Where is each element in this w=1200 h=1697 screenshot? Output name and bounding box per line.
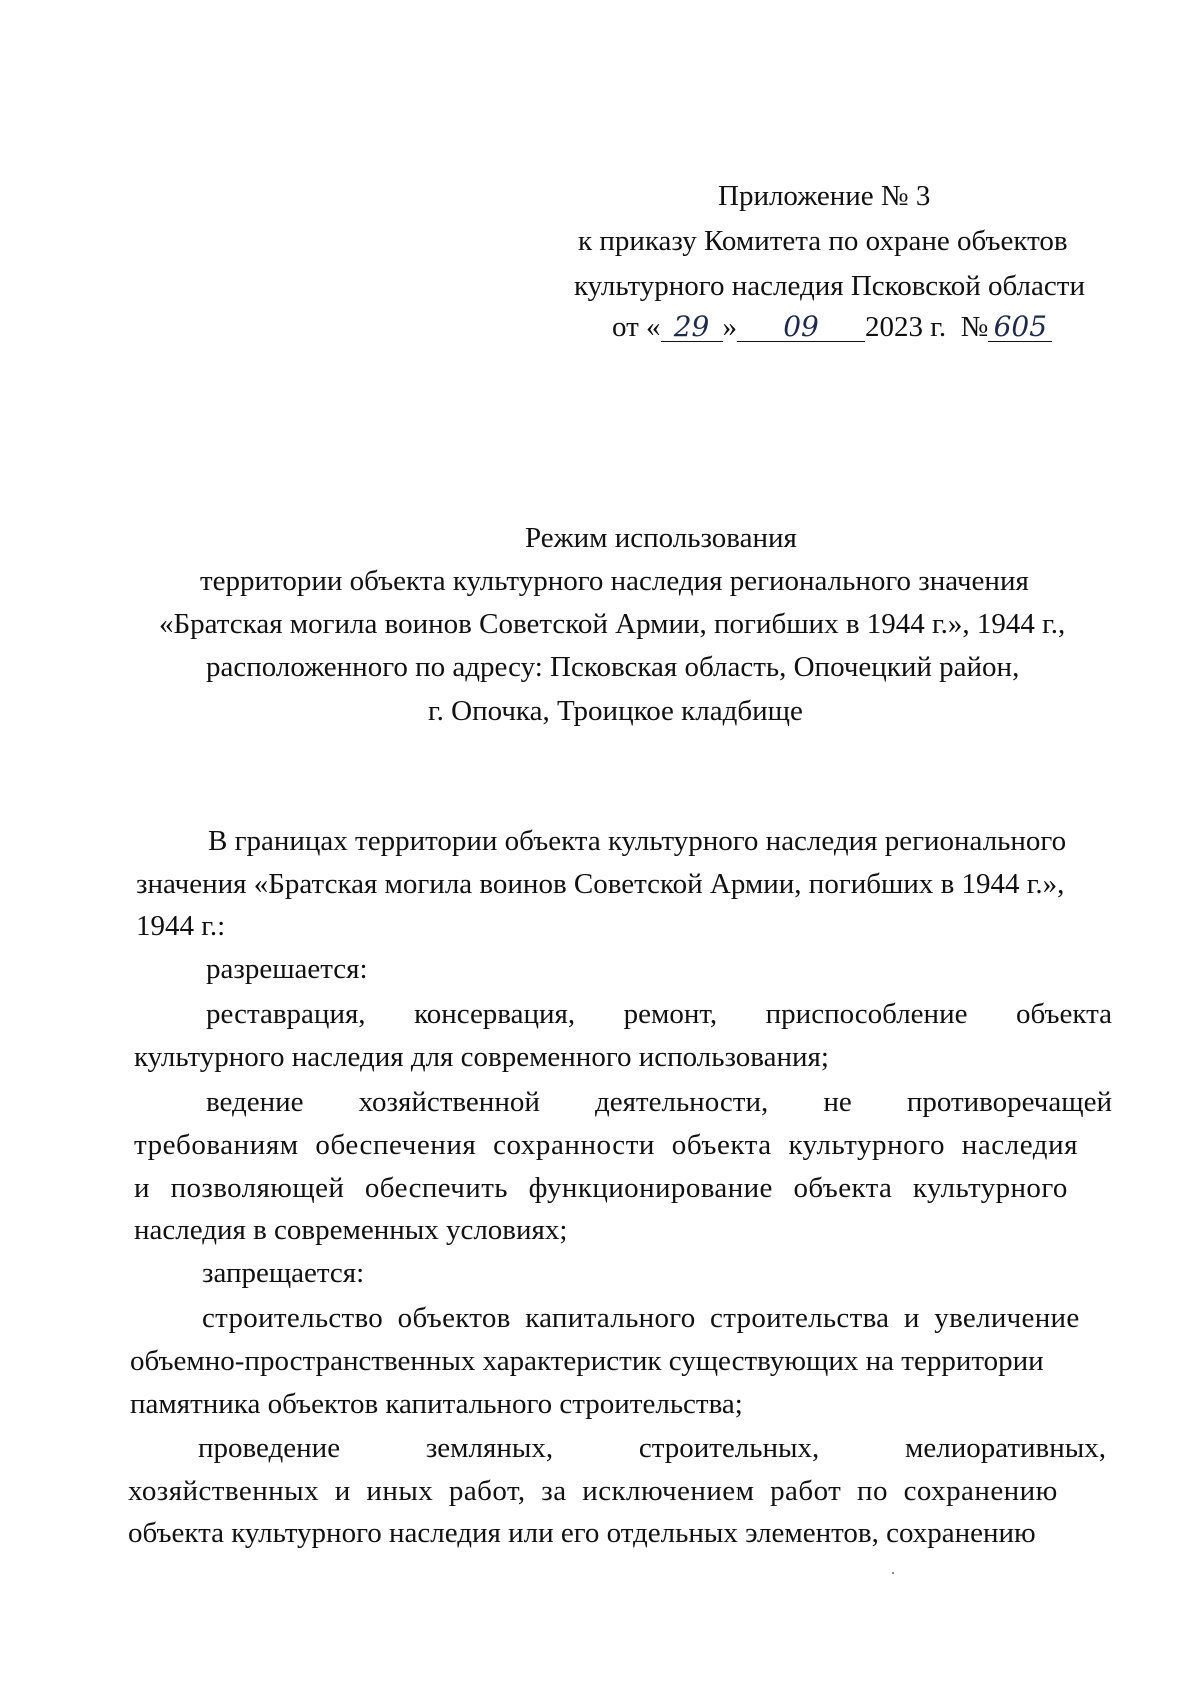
order-date-line: [612, 310, 1052, 343]
word: мелиоративных,: [905, 1432, 1106, 1464]
forbidden-item-1-line-2: объемно-пространственных характеристик существующих на территории: [130, 1345, 1044, 1377]
word: ремонт,: [623, 998, 718, 1030]
allowed-item-2-line-4: наследия в современных условиях;: [134, 1214, 568, 1246]
word: деятельности,: [594, 1086, 769, 1118]
allowed-heading: разрешается:: [206, 953, 368, 985]
word: ведение: [206, 1086, 304, 1118]
title-territory: территории объекта культурного наследия регионального значения: [200, 565, 1029, 597]
word: реставрация,: [206, 998, 366, 1030]
order-number-label: №: [960, 311, 989, 343]
forbidden-item-1-line-1: строительство объектов капитального строительства и увеличение: [202, 1302, 1080, 1334]
forbidden-item-2-line-1: [198, 1434, 1106, 1463]
forbidden-heading: запрещается:: [202, 1257, 365, 1289]
forbidden-item-2-line-2: хозяйственных и иных работ, за исключением работ по сохранению: [128, 1475, 1058, 1507]
scan-speck: [892, 1572, 894, 1574]
forbidden-item-2-line-3: объекта культурного наследия или его отдельных элементов, сохранению: [128, 1517, 1036, 1549]
word: противоречащей: [906, 1086, 1112, 1118]
word: не: [823, 1086, 852, 1118]
word: строительных,: [638, 1432, 820, 1464]
allowed-item-1-line-1: [206, 1000, 1112, 1029]
word: земляных,: [425, 1432, 554, 1464]
word: объекта: [1015, 998, 1112, 1030]
title-regime: Режим использования: [525, 522, 797, 554]
committee-name-line: культурного наследия Псковской области: [574, 270, 1085, 302]
title-address: расположенного по адресу: Псковская область, Опочецкий район,: [206, 651, 1020, 683]
body-intro-line-2: значения «Братская могила воинов Советской Армии, погибших в 1944 г.»,: [136, 868, 1065, 900]
title-location: г. Опочка, Троицкое кладбище: [428, 695, 803, 727]
order-number-handwritten: 605: [988, 313, 1052, 342]
allowed-item-2-line-3: и позволяющей обеспечить функционирование объекта культурного: [134, 1172, 1068, 1204]
title-object-name: «Братская могила воинов Советской Армии, погибших в 1944 г.», 1944 г.,: [159, 608, 1066, 640]
appendix-number: Приложение № 3: [718, 180, 931, 212]
order-reference-line: к приказу Комитета по охране объектов: [578, 225, 1068, 257]
allowed-item-1-line-2: культурного наследия для современного использования;: [134, 1041, 829, 1073]
date-prefix: от «: [612, 311, 661, 343]
date-year: 2023 г.: [865, 311, 947, 343]
date-day-close: »: [722, 311, 738, 343]
allowed-item-2-line-2: требованиям обеспечения сохранности объекта культурного наследия: [134, 1129, 1079, 1161]
date-month-handwritten: 09: [737, 313, 865, 342]
forbidden-item-1-line-3: памятника объектов капитального строительства;: [130, 1388, 743, 1420]
word: консервация,: [414, 998, 576, 1030]
allowed-item-2-line-1: [206, 1088, 1112, 1117]
word: проведение: [198, 1432, 341, 1464]
body-intro-line-1: В границах территории объекта культурного наследия регионального: [208, 825, 1067, 857]
word: приспособление: [765, 998, 968, 1030]
body-intro-line-3: 1944 г.:: [136, 910, 226, 942]
word: хозяйственной: [358, 1086, 540, 1118]
date-day-handwritten: 29: [661, 313, 723, 342]
